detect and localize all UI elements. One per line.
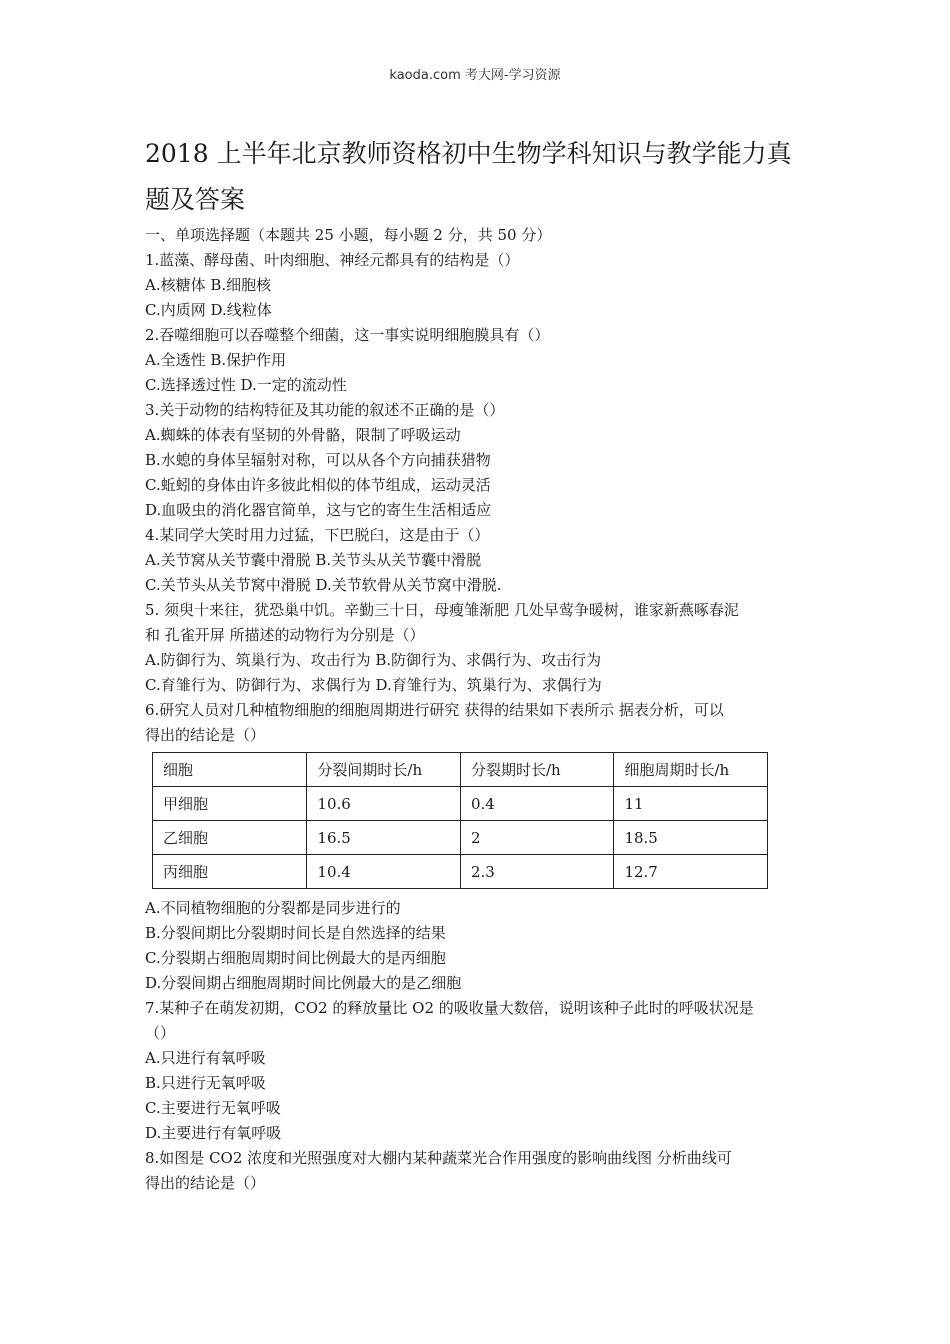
question-7-stem: 7.某种子在萌发初期，CO2 的释放量比 O2 的吸收量大数倍，说明该种子此时的呼吸状况是 [145, 999, 754, 1017]
question-1-option: A.核糖体 B.细胞核 [145, 276, 272, 294]
question-2-stem: 2.吞噬细胞可以吞噬整个细菌，这一事实说明细胞膜具有（） [145, 326, 550, 344]
question-3-option: B.水螅的身体呈辐射对称，可以从各个方向捕获猎物 [145, 451, 491, 469]
question-4-option: A.关节窝从关节囊中滑脱 B.关节头从关节囊中滑脱 [145, 551, 482, 569]
table-cell: 乙细胞 [153, 821, 307, 855]
question-3-option: D.血吸虫的消化器官简单，这与它的寄生生活相适应 [145, 501, 492, 519]
table-cell: 2 [460, 821, 614, 855]
question-8-stem: 8.如图是 CO2 浓度和光照强度对大棚内某种蔬菜光合作用强度的影响曲线图 分析曲线可 [145, 1149, 732, 1167]
question-5-stem: 5. 须臾十来往，犹恐巢中饥。辛勤三十日，母瘦雏渐肥 几处早莺争暖树，谁家新燕啄春泥 [145, 601, 739, 619]
table-cell: 2.3 [460, 855, 614, 889]
question-2-option: C.选择透过性 D.一定的流动性 [145, 376, 347, 394]
question-6-option: D.分裂间期占细胞周期时间比例最大的是乙细胞 [145, 974, 462, 992]
question-7-option: A.只进行有氧呼吸 [145, 1049, 266, 1067]
cell-cycle-table [152, 752, 768, 889]
table-cell: 丙细胞 [153, 855, 307, 889]
document-title-line-2: 题及答案 [145, 185, 246, 214]
table-cell: 10.6 [307, 787, 461, 821]
question-7-option: D.主要进行有氧呼吸 [145, 1124, 282, 1142]
document-title-line-1: 2018 上半年北京教师资格初中生物学科知识与教学能力真 [145, 139, 792, 168]
question-7-option: B.只进行无氧呼吸 [145, 1074, 266, 1092]
table-header-cell: 细胞 [153, 753, 307, 787]
question-5-option: C.育雏行为、防御行为、求偶行为 D.育雏行为、筑巢行为、求偶行为 [145, 676, 602, 694]
question-1-stem: 1.蓝藻、酵母菌、叶肉细胞、神经元都具有的结构是（） [145, 251, 520, 269]
question-6-stem-continued: 得出的结论是（） [145, 726, 266, 744]
question-6-option: C.分裂期占细胞周期时间比例最大的是丙细胞 [145, 949, 446, 967]
question-5-stem-continued: 和 孔雀开屏 所描述的动物行为分别是（） [145, 626, 425, 644]
question-5-option: A.防御行为、筑巢行为、攻击行为 B.防御行为、求偶行为、攻击行为 [145, 651, 602, 669]
question-6-stem: 6.研究人员对几种植物细胞的细胞周期进行研究 获得的结果如下表所示 据表分析，可以 [145, 701, 724, 719]
question-3-stem: 3.关于动物的结构特征及其功能的叙述不正确的是（） [145, 401, 505, 419]
question-6-option: B.分裂间期比分裂期时间长是自然选择的结果 [145, 924, 446, 942]
table-cell: 10.4 [307, 855, 461, 889]
section-heading: 一、单项选择题（本题共 25 小题，每小题 2 分，共 50 分） [145, 226, 552, 244]
table-cell: 甲细胞 [153, 787, 307, 821]
question-8-stem-continued: 得出的结论是（） [145, 1174, 266, 1192]
question-4-stem: 4.某同学大笑时用力过猛，下巴脱臼，这是由于（） [145, 526, 490, 544]
table-cell: 18.5 [614, 821, 768, 855]
question-7-option: C.主要进行无氧呼吸 [145, 1099, 281, 1117]
table-header-cell: 分裂期时长/h [460, 753, 614, 787]
page-header: kaoda.com 考大网-学习资源 [389, 68, 561, 83]
table-header-cell: 分裂间期时长/h [307, 753, 461, 787]
question-3-option: A.蜘蛛的体表有坚韧的外骨骼，限制了呼吸运动 [145, 426, 461, 444]
question-1-option: C.内质网 D.线粒体 [145, 301, 272, 319]
question-3-option: C.蚯蚓的身体由许多彼此相似的体节组成，运动灵活 [145, 476, 491, 494]
question-2-option: A.全透性 B.保护作用 [145, 351, 287, 369]
table-header-cell: 细胞周期时长/h [614, 753, 768, 787]
table-cell: 0.4 [460, 787, 614, 821]
table-cell: 16.5 [307, 821, 461, 855]
question-7-stem-continued: （） [145, 1024, 176, 1042]
table-cell: 11 [614, 787, 768, 821]
table-row [153, 821, 768, 855]
table-row [153, 855, 768, 889]
question-6-option: A.不同植物细胞的分裂都是同步进行的 [145, 899, 401, 917]
table-cell: 12.7 [614, 855, 768, 889]
question-4-option: C.关节头从关节窝中滑脱 D.关节软骨从关节窝中滑脱. [145, 576, 502, 594]
table-row [153, 787, 768, 821]
table-header-row [153, 753, 768, 787]
